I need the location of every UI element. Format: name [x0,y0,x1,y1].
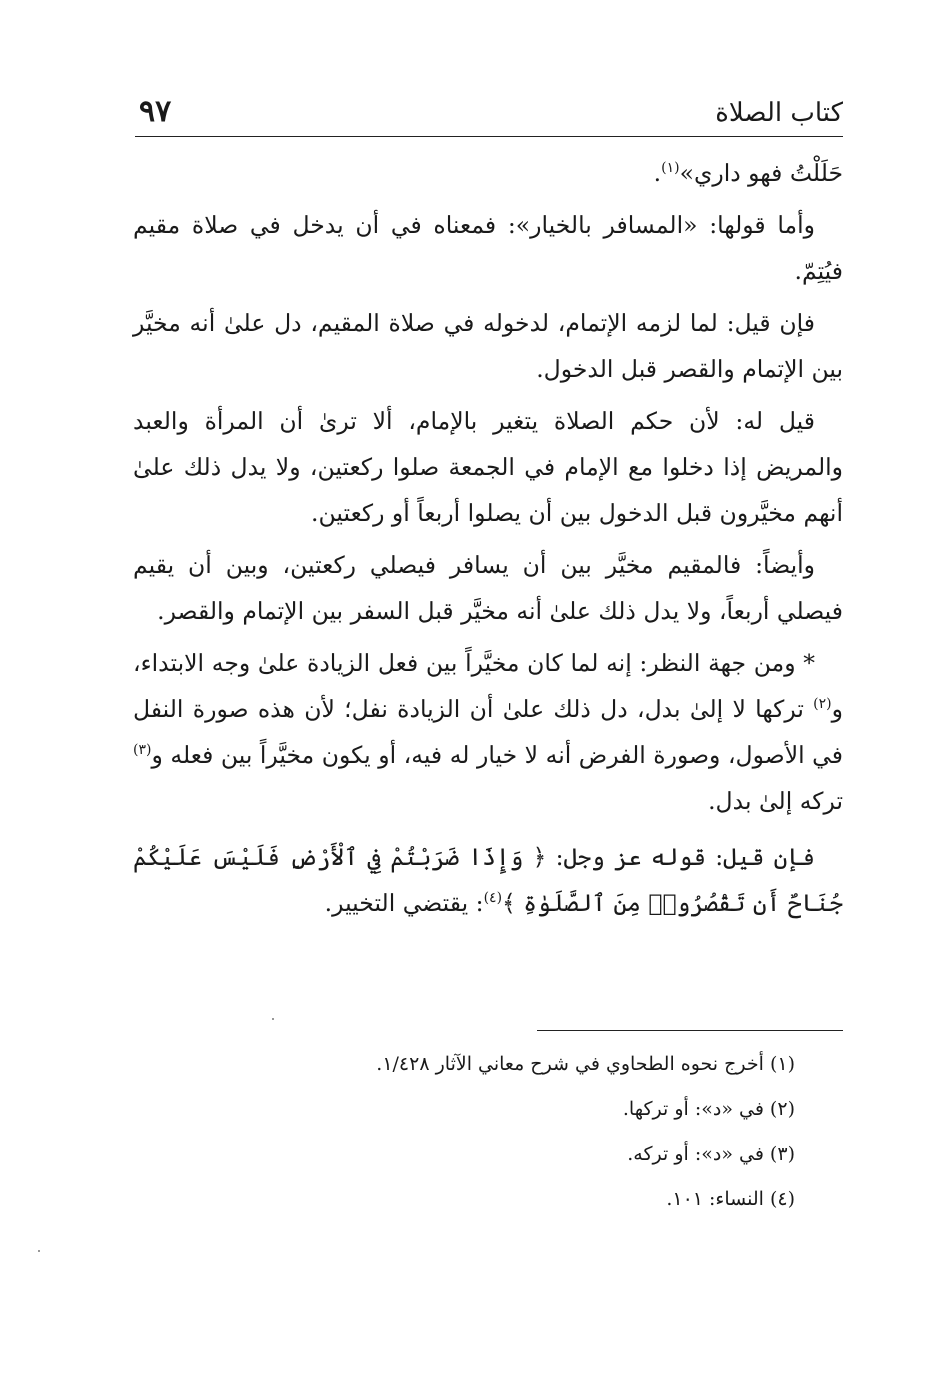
paragraph-text: تركه إلىٰ بدل. [708,787,843,815]
footnote-2: (٢) في «د»: أو تركها. [622,1098,795,1120]
footnote-4: (٤) النساء: ١٠١. [666,1188,795,1210]
footnote-separator [537,1030,843,1031]
paragraph-text: وأيضاً: فالمقيم مخيَّر بين أن يسافر فيصلي ركعتين، وبين أن يقيم فيصلي أربعاً، ولا يدل ذلك علىٰ أنه مخيَّر قبل السفر بين الإتمام والقصر. [133,551,843,625]
chapter-title: كتاب الصلاة [715,98,843,128]
paragraph-text: فإن قيل: لما لزمه الإتمام، لدخوله في صلاة المقيم، دل علىٰ أنه مخيَّر بين الإتمام والقصر قبل الدخول. [133,309,843,383]
paragraph-text: : يقتضي التخيير. [324,889,484,917]
footnote-3: (٣) في «د»: أو تركه. [627,1143,795,1165]
paragraph-text: * ومن جهة النظر: إنه لما كان مخيَّراً بين فعل الزيادة علىٰ وجه الابتداء، و [133,649,843,723]
paragraph-text: فإن قيل: قوله عز وجل: ﴿ وَإِذَا ضَرَبْتُمْ فِي ٱلْأَرْضِ فَلَيْسَ عَلَيْكُمْ جُنَاحٌ أَن تَقْصُرُوا۟ مِنَ ٱلصَّلَوٰةِ ﴾ [133,843,843,917]
paragraph-text: وأما قولها: «المسافر بالخيار»: فمعناه في أن يدخل في صلاة مقيم فيُتِمّ. [133,211,843,285]
footnote-ref: (٤) [483,890,503,907]
paragraph-2 [133,202,843,294]
main-text [133,150,843,932]
paragraph-6 [133,640,843,824]
paragraph-text: . [653,159,662,187]
footnote-ref: (٣) [133,742,152,759]
footnote-1: (١) أخرج نحوه الطحاوي في شرح معاني الآثار ١/٤٢٨. [376,1053,795,1075]
paragraph-text: حَلَلْتُ فهو داري» [679,159,843,187]
scan-speck [272,1018,274,1020]
footnote-ref: (١) [661,160,680,177]
paragraph-7 [133,834,843,926]
paragraph-1 [133,150,843,196]
footnotes [133,1042,795,1222]
footnote-ref: (٢) [813,696,832,713]
paragraph-4 [133,398,843,536]
page-number: ٩٧ [139,94,172,129]
scan-speck [38,1250,40,1252]
paragraph-text: تركها لا إلىٰ بدل، دل ذلك علىٰ أن الزيادة نفل؛ لأن هذه صورة النفل في الأصول، وصورة الفرض أنه لا خيار له فيه، أو يكون مخيَّراً بين فعله و [133,695,843,769]
paragraph-text: قيل له: لأن حكم الصلاة يتغير بالإمام، ألا ترىٰ أن المرأة والعبد والمريض إذا دخلوا مع الإمام في الجمعة صلوا ركعتين، ولا يدل ذلك علىٰ أنهم مخيَّرون قبل الدخول بين أن يصلوا أربعاً أو ركعتين. [133,407,843,527]
page-header [135,92,843,137]
paragraph-3 [133,300,843,392]
paragraph-5 [133,542,843,634]
